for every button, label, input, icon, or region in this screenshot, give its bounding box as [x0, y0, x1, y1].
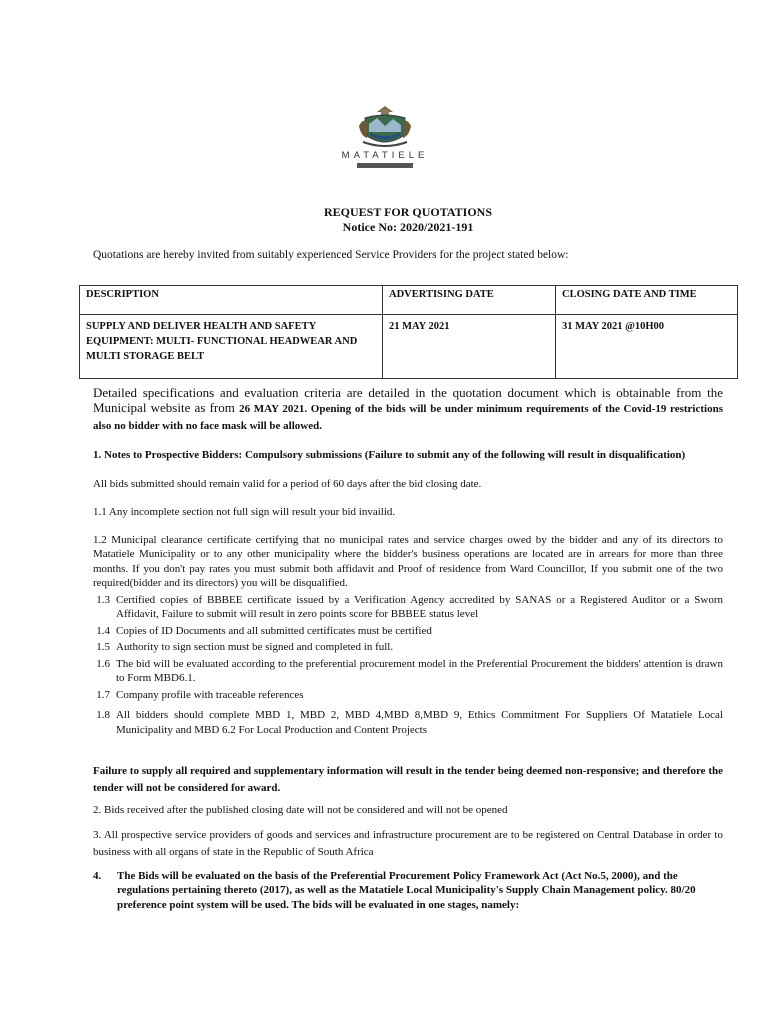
validity-text: All bids submitted should remain valid for a period of 60 days after the bid closing date. [93, 477, 482, 490]
project-table [79, 285, 738, 379]
table-cell: SUPPLY AND DELIVER HEALTH AND SAFETY EQUIPMENT: MULTI- FUNCTIONAL HEADWEAR AND MULTI STORAGE BELT [80, 315, 383, 379]
spec-bold-text: 26 MAY 2021. Opening of the bids will be under minimum requirements of the Covid-19 restrictions also no bidder with no face mask will be allowed. [93, 403, 723, 432]
table-header-row [80, 286, 738, 315]
crest-icon [355, 104, 415, 148]
notice-number: Notice No: 2020/2021-191 [342, 220, 474, 234]
list-item: 1.4 Copies of ID Documents and all submitted certificates must be certified [96, 624, 432, 637]
numbered-list [93, 593, 723, 738]
table-cell: 21 MAY 2021 [383, 315, 556, 379]
table-row [80, 315, 738, 379]
page-title: REQUEST FOR QUOTATIONS [323, 205, 493, 219]
notes-heading: 1. Notes to Prospective Bidders: Compulsory submissions (Failure to submit any of the following will result in disqualification) [93, 449, 686, 461]
item-4: 4. The Bids will be evaluated on the basis of the Preferential Procurement Policy Framework Act (Act No.5, 2000), and the regulations pertaining thereto (2017), as well as the Matatiele Local Municipality's Supply Chain Management policy. 80/20 preference point system will be used. The bids will be evaluated in one stages, namely: [93, 869, 696, 911]
intro-text: Quotations are hereby invited from suitably experienced Service Providers for the project stated below: [93, 249, 569, 261]
list-item: 1.8 All bidders should complete MBD 1, MBD 2, MBD 4,MBD 8,MBD 9, Ethics Commitment For Suppliers Of Matatiele Local Municipality and MBD 6.2 For Local Production and Content Projects [96, 709, 723, 736]
municipal-crest [335, 104, 435, 168]
list-item: 1.5 Authority to sign section must be signed and completed in full. [96, 641, 394, 653]
list-item: 1.7 Company profile with traceable references [96, 688, 304, 701]
table-cell: 31 MAY 2021 @10H00 [556, 315, 738, 379]
municipality-name: MATATIELE [341, 150, 429, 161]
table-header: ADVERTISING DATE [383, 286, 556, 315]
item-3: 3. All prospective service providers of goods and services and infrastructure procurement are to be registered on Central Database in order to business with all organs of state in the Republic of South Africa [93, 828, 723, 858]
list-item: 1.6 The bid will be evaluated according to the preferential procurement model in the Preferential Procurement the bidders' attention is drawn to Form MBD6.1. [96, 657, 723, 684]
document-heading [0, 205, 770, 235]
document-body [93, 385, 723, 912]
item-1-2: 1.2 Municipal clearance certificate certifying that no municipal rates and service charges owed by the bidder and any of its directors to Matatiele Municipality or to any other municipality where the bidder's business operations are located are in arrears for more than three months. If you don't pay rates you must submit both affidavit and Proof of residence from Ward Councillor, If you submit one of the two required(bidder and its directors) you will be disqualified. [93, 533, 723, 589]
table-header: CLOSING DATE AND TIME [556, 286, 738, 315]
spec-text: Detailed specifications and evaluation criteria are detailed in the quotation document which is obtainable from the Municipal website as from [93, 385, 723, 415]
specifications-paragraph [93, 385, 723, 434]
table-header: DESCRIPTION [80, 286, 383, 315]
logo-banner [357, 163, 413, 168]
item-2: 2. Bids received after the published closing date will not be considered and will not be opened [93, 804, 508, 816]
list-item: 1.3 Certified copies of BBBEE certificate issued by a Verification Agency accredited by SANAS or a Registered Auditor or a Sworn Affidavit, Failure to submit will result in zero points score for BBBEE status level [96, 593, 723, 620]
item-1-1: 1.1 Any incomplete section not full sign will result your bid invailid. [93, 506, 396, 518]
failure-notice: Failure to supply all required and supplementary information will result in the tender being deemed non-responsive; and therefore the tender will not be considered for award. [93, 765, 723, 794]
